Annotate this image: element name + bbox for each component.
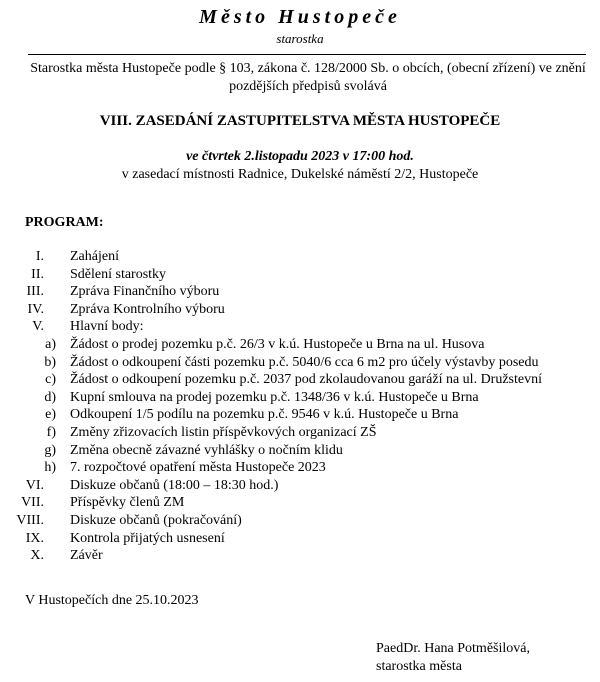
meeting-date: ve čtvrtek 2.listopadu 2023 v 17:00 hod.	[186, 149, 414, 164]
subitem-letter: h)	[44, 460, 56, 476]
document-title: Město Hustopeče	[199, 6, 401, 28]
program-subitem	[0, 442, 600, 460]
program-subitem	[0, 336, 600, 354]
program-subitem	[0, 389, 600, 407]
program-item	[0, 248, 600, 266]
program-item	[0, 301, 600, 319]
place-and-date: V Hustopečích dne 25.10.2023	[25, 593, 199, 608]
subitem-text: Změny zřizovacích listin příspěvkových organizací ZŠ	[70, 424, 377, 440]
item-number: V.	[32, 319, 44, 335]
item-text: Příspěvky členů ZM	[70, 495, 185, 511]
program-subitem	[0, 459, 600, 477]
subitem-text: Žádost o odkoupení části pozemku p.č. 5040/6 cca 6 m2 pro účely výstavby posedu	[70, 354, 539, 370]
program-item	[0, 266, 600, 284]
subitem-letter: b)	[44, 354, 56, 370]
item-text: Kontrola přijatých usnesení	[70, 530, 225, 546]
item-number: VIII.	[16, 512, 44, 528]
meeting-heading: VIII. ZASEDÁNÍ ZASTUPITELSTVA MĚSTA HUSTOPEČE	[99, 113, 501, 129]
program-list	[0, 248, 600, 565]
program-item	[0, 547, 600, 565]
subitem-letter: d)	[44, 389, 56, 405]
item-number: VII.	[21, 495, 44, 511]
item-number: III.	[26, 284, 44, 300]
item-text: Hlavní body:	[70, 319, 144, 335]
subitem-letter: f)	[46, 424, 56, 440]
program-item	[0, 530, 600, 548]
subitem-text: Kupní smlouva na prodej pozemku p.č. 1348/36 v k.ú. Hustopeče u Brna	[70, 389, 479, 405]
subitem-letter: g)	[44, 442, 56, 458]
subitem-text: Žádost o odkoupení pozemku p.č. 2037 pod zkolaudovanou garáží na ul. Družstevní	[70, 372, 542, 388]
item-number: IX.	[25, 530, 44, 546]
item-text: Zpráva Finančního výboru	[70, 284, 220, 300]
subitem-letter: e)	[45, 407, 56, 423]
item-number: IV.	[27, 301, 44, 317]
item-number: VI.	[25, 477, 44, 493]
program-item	[0, 494, 600, 512]
program-item	[0, 283, 600, 301]
signer-name: PaedDr. Hana Potměšilová,	[376, 641, 530, 656]
subitem-text: Žádost o prodej pozemku p.č. 26/3 v k.ú. Hustopeče u Brna na ul. Husova	[70, 336, 485, 352]
item-text: Zpráva Kontrolního výboru	[70, 301, 225, 317]
subitem-text: Odkoupení 1/5 podílu na pozemku p.č. 9546 v k.ú. Hustopeče u Brna	[70, 407, 459, 423]
item-text: Diskuze občanů (18:00 – 18:30 hod.)	[70, 477, 279, 493]
program-heading: PROGRAM:	[25, 215, 104, 230]
subitem-letter: a)	[45, 336, 56, 352]
program-item	[0, 512, 600, 530]
signer-role: starostka města	[376, 659, 462, 674]
item-text: Diskuze občanů (pokračování)	[70, 512, 242, 528]
program-subitem	[0, 354, 600, 372]
item-text: Zahájení	[70, 249, 119, 264]
subitem-text: Změna obecně závazné vyhlášky o nočním klidu	[70, 442, 343, 458]
subitem-text: 7. rozpočtové opatření města Hustopeče 2023	[70, 460, 326, 476]
document-subtitle: starostka	[276, 31, 324, 46]
item-number: X.	[30, 548, 44, 564]
program-subitem	[0, 371, 600, 389]
program-subitem	[0, 406, 600, 424]
program-item	[0, 318, 600, 336]
item-text: Sdělení starostky	[70, 266, 167, 282]
intro-paragraph: Starostka města Hustopeče podle § 103, zákona č. 128/2000 Sb. o obcích, (obecní zřízení) ve znění pozdějších předpisů svolává	[30, 61, 586, 94]
item-number: I.	[35, 249, 44, 264]
subitem-letter: c)	[45, 372, 56, 388]
item-text: Závěr	[70, 548, 103, 564]
program-subitem	[0, 424, 600, 442]
header-divider	[28, 54, 586, 55]
meeting-place: v zasedací místnosti Radnice, Dukelské náměstí 2/2, Hustopeče	[121, 167, 479, 182]
program-item	[0, 477, 600, 495]
item-number: II.	[31, 266, 44, 282]
